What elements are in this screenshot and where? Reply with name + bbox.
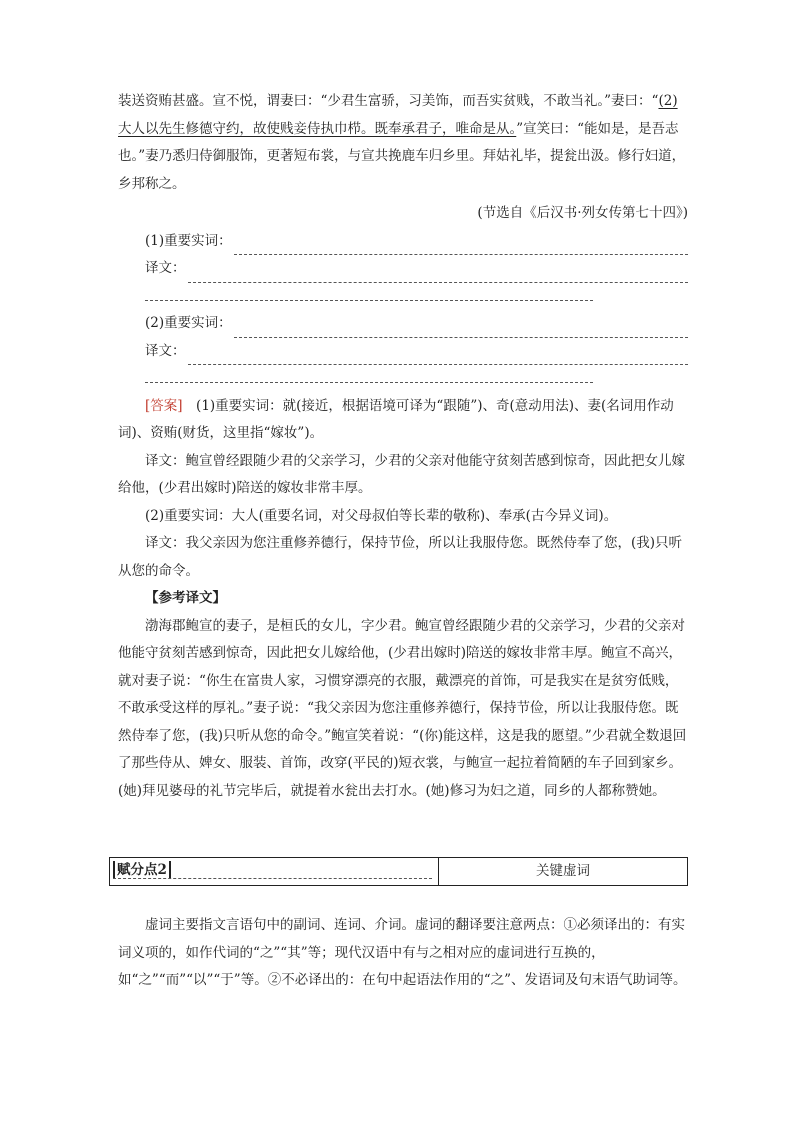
answer-line[interactable] bbox=[145, 365, 593, 383]
q2-words-label: (2)重要实词： bbox=[145, 315, 232, 331]
score-point-label: 赋分点2 bbox=[113, 861, 171, 879]
function-words-paragraph: 虚词主要指文言语句中的副词、连词、介词。虚词的翻译要注意两点：①必须译出的：有实词义项的，如作代词的“之”“其”等；现代汉语中有与之相对应的虚词进行互换的，如“之”“而”“以”“于”等。②不必译出的：在句中起语法作用的“之”、发语词及句末语气助词等。 bbox=[118, 917, 687, 988]
q2-translation-continuation[interactable] bbox=[118, 365, 688, 393]
q1-words-field[interactable] bbox=[118, 228, 688, 256]
answer-line[interactable] bbox=[188, 347, 689, 365]
score-point-title: 关键虚词 bbox=[536, 863, 590, 879]
document-body bbox=[118, 88, 688, 805]
q2-words-field[interactable] bbox=[118, 310, 688, 338]
answer-words-1-text: (1)重要实词：就(接近，根据语境可译为“跟随”)、奇(意动用法)、妻(名词用作动词)、资贿(财货，这里指“嫁妆”)。 bbox=[118, 397, 674, 441]
passage-paragraph bbox=[118, 88, 688, 198]
q2-translation-field[interactable] bbox=[118, 338, 688, 366]
reference-translation: 渤海郡鲍宣的妻子，是桓氏的女儿，字少君。鲍宣曾经跟随少君的父亲学习，少君的父亲对他能守贫刻苦感到惊奇，因此把女儿嫁给他，(少君出嫁时)陪送的嫁妆非常丰厚。鲍宣不高兴，就对妻子说：“你生在富贵人家，习惯穿漂亮的衣服，戴漂亮的首饰，可是我实在是贫穷低贱，不敢承受这样的厚礼。”妻子说：“我父亲因为您注重修养德行，保持节俭，所以让我服侍您。既然侍奉了您，(我)只听从您的命令。”鲍宣笑着说：“(你)能这样，这是我的愿望。”少君就全数退回了那些侍从、婢女、服装、首饰，改穿(平民的)短衣裳，与鲍宣一起拉着简陋的车子回到家乡。(她)拜见婆母的礼节完毕后，就提着水瓮出去打水。(她)修习为妇之道，同乡的人都称赞她。 bbox=[118, 617, 687, 799]
score-point-dash bbox=[113, 878, 432, 879]
score-point-cell bbox=[110, 858, 439, 885]
source-citation: (节选自《后汉书·列女传第七十四》) bbox=[477, 205, 688, 221]
answer-line[interactable] bbox=[145, 283, 593, 301]
function-words-section bbox=[118, 912, 688, 995]
reference-heading: 【参考译文】 bbox=[145, 590, 226, 606]
underlined-sentence: (2)大人以先生修德守约，故使贱妾侍执巾栉。既奉承君子，唯命是从。 bbox=[118, 93, 678, 137]
passage-text-end: ”宣笑曰：“能如是，是吾志也。”妻乃悉归侍御服饰，更著短布裳，与宣共挽鹿车归乡里。拜姑礼毕，提瓮出汲。修行妇道，乡邦称之。 bbox=[118, 120, 686, 192]
answer-tag: [答案] bbox=[145, 397, 183, 414]
answer-line[interactable] bbox=[234, 320, 688, 338]
answer-line[interactable] bbox=[188, 265, 689, 283]
answer-translation-1: 译文：鲍宣曾经跟随少君的父亲学习，少君的父亲对他能守贫刻苦感到惊奇，因此把女儿嫁给他，(少君出嫁时)陪送的嫁妆非常丰厚。 bbox=[118, 452, 685, 496]
answer-words-1 bbox=[118, 393, 688, 448]
q1-translation-continuation[interactable] bbox=[118, 283, 688, 311]
q2-translation-label: 译文： bbox=[145, 342, 186, 359]
q1-translation-field[interactable] bbox=[118, 255, 688, 283]
q1-translation-label: 译文： bbox=[145, 260, 186, 276]
answer-line[interactable] bbox=[234, 237, 688, 255]
q1-words-label: (1)重要实词： bbox=[145, 232, 232, 249]
passage-text-start: 装送资贿甚盛。宣不悦，谓妻曰：“少君生富骄，习美饰，而吾实贫贱，不敢当礼。”妻曰：“ bbox=[118, 93, 659, 109]
score-point-table bbox=[109, 857, 688, 886]
answer-translation-2: 译文：我父亲因为您注重修养德行，保持节俭，所以让我服侍您。既然侍奉了您，(我)只听从您的命令。 bbox=[118, 535, 683, 579]
answer-words-2: (2)重要实词：大人(重要名词，对父母叔伯等长辈的敬称)、奉承(古今异义词)。 bbox=[145, 507, 618, 524]
